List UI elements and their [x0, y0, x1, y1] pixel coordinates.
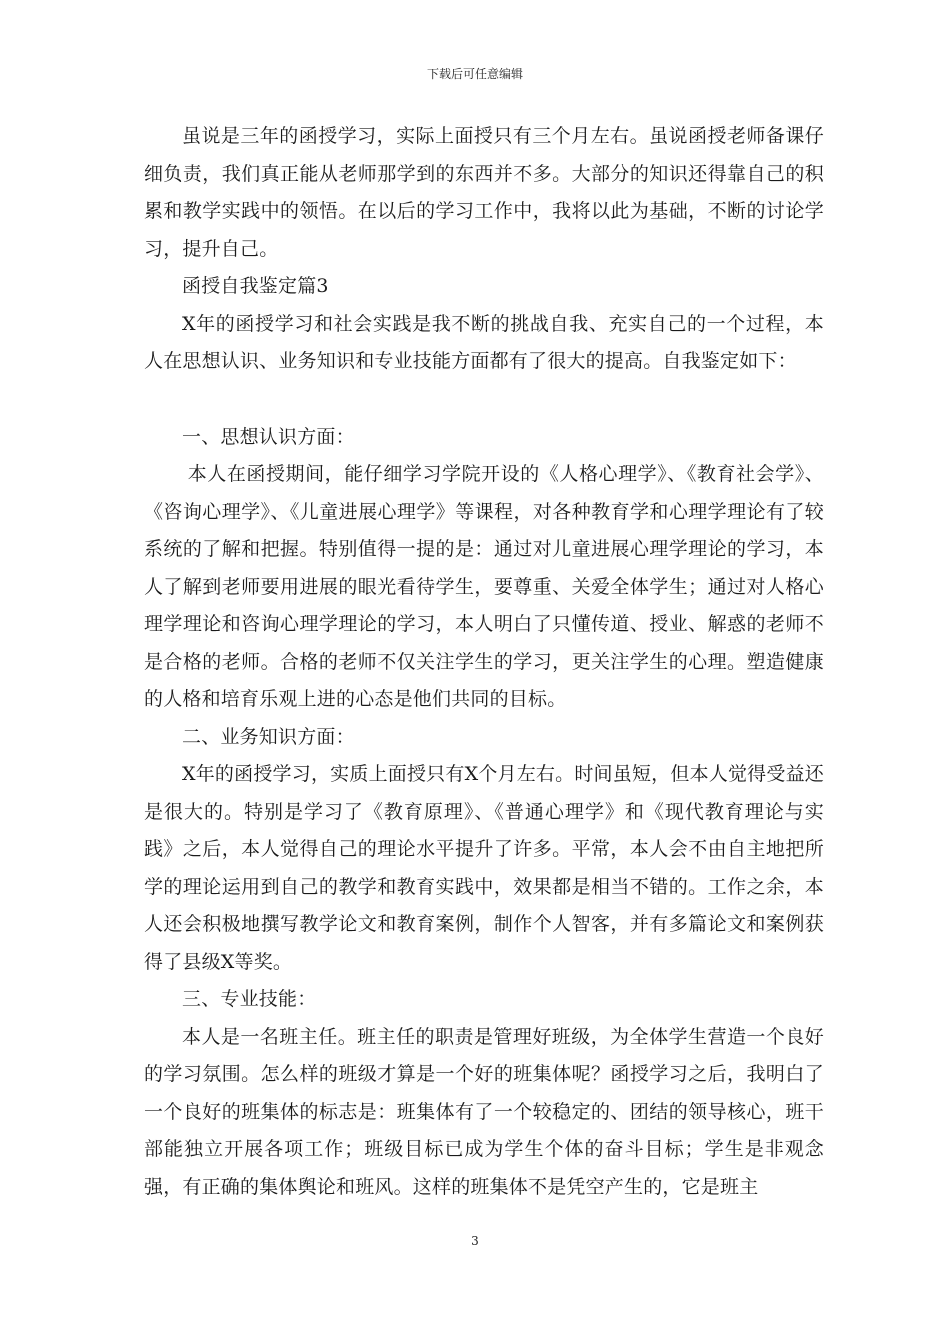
paragraph-ideology: 本人在函授期间，能仔细学习学院开设的《人格心理学》、《教育社会学》、《咨询心理学》、《儿童进展心理学》等课程，对各种教育学和心理学理论有了较系统的了解和把握。特别值得一提的是：通过对儿童进展心理学理论的学习，本人了解到老师要用进展的眼光看待学生，要尊重、关爱全体学生；通过对人格心理学理论和咨询心理学理论的学习，本人明白了只懂传道、授业、解惑的老师不是合格的老师。合格的老师不仅关注学生的学习，更关注学生的心理。塑造健康的人格和培育乐观上进的心态是他们共同的目标。: [144, 463, 824, 710]
section-title: 函授自我鉴定篇3: [182, 275, 329, 297]
paragraph-intro: 虽说是三年的函授学习，实际上面授只有三个月左右。虽说函授老师备课仔细负责，我们真正能从老师那学到的东西并不多。大部分的知识还得靠自己的积累和教学实践中的领悟。在以后的学习工作中，我将以此为基础，不断的讨论学习，提升自己。: [144, 125, 824, 260]
heading-ideology: 一、思想认识方面：: [182, 425, 355, 448]
page-header: 下载后可任意编辑: [426, 67, 523, 81]
paragraph-business-knowledge: X年的函授学习，实质上面授只有X个月左右。时间虽短，但本人觉得受益还是很大的。特别是学习了《教育原理》、《普通心理学》和《现代教育理论与实践》之后，本人觉得自己的理论水平提升了许多。平常，本人会不由自主地把所学的理论运用到自己的教学和教育实践中，效果都是相当不错的。工作之余，本人还会积极地撰写教学论文和教育案例，制作个人智客，并有多篇论文和案例获得了县级X等奖。: [144, 763, 824, 973]
page-number: 3: [471, 1234, 479, 1248]
heading-business-knowledge: 二、业务知识方面：: [182, 725, 355, 748]
paragraph-professional-skills: 本人是一名班主任。班主任的职责是管理好班级，为全体学生营造一个良好的学习氛围。怎么样的班级才算是一个好的班集体呢？函授学习之后，我明白了一个良好的班集体的标志是：班集体有了一个较稳定的、团结的领导核心，班干部能独立开展各项工作；班级目标已成为学生个体的奋斗目标；学生是非观念强，有正确的集体舆论和班风。这样的班集体不是凭空产生的，它是班主: [144, 1025, 824, 1198]
paragraph-overview: X年的函授学习和社会实践是我不断的挑战自我、充实自己的一个过程，本人在思想认识、业务知识和专业技能方面都有了很大的提高。自我鉴定如下：: [144, 312, 824, 372]
heading-professional-skills: 三、专业技能：: [182, 988, 317, 1010]
document-body: [144, 118, 824, 1206]
